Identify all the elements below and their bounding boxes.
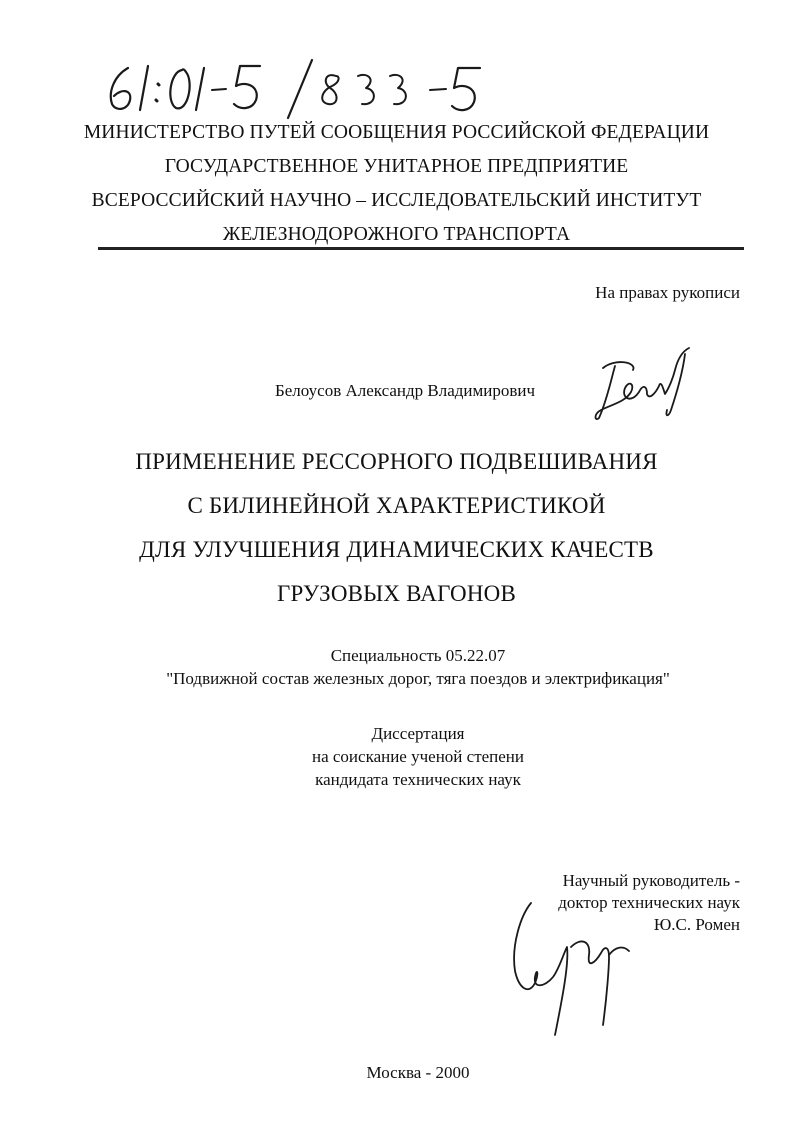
document-type: Диссертация <box>371 724 465 743</box>
author-name: Белоусов Александр Владимирович <box>275 381 536 400</box>
title-line-3: ДЛЯ УЛУЧШЕНИЯ ДИНАМИЧЕСКИХ КАЧЕСТВ <box>139 537 654 562</box>
specialty-name: "Подвижной состав железных дорог, тяга поездов и электрификация" <box>166 669 670 688</box>
enterprise-type: ГОСУДАРСТВЕННОЕ УНИТАРНОЕ ПРЕДПРИЯТИЕ <box>164 156 629 177</box>
institute-name-continued: ЖЕЛЕЗНОДОРОЖНОГО ТРАНСПОРТА <box>222 224 571 245</box>
supervisor-name: Ю.С. Ромен <box>653 915 740 934</box>
header-divider <box>98 247 744 250</box>
manuscript-rights-note: На правах рукописи <box>595 283 740 302</box>
title-line-1: ПРИМЕНЕНИЕ РЕССОРНОГО ПОДВЕШИВАНИЯ <box>135 449 658 474</box>
degree-name: кандидата технических наук <box>315 770 521 789</box>
archive-code-handwriting <box>100 58 580 120</box>
supervisor-degree: доктор технических наук <box>558 893 740 912</box>
title-line-2: С БИЛИНЕЙНОЙ ХАРАКТЕРИСТИКОЙ <box>187 493 606 518</box>
specialty-block <box>0 644 793 690</box>
organization-header <box>0 116 793 252</box>
supervisor-signature <box>505 885 655 1050</box>
specialty-code: Специальность 05.22.07 <box>330 646 506 665</box>
degree-block <box>0 722 793 791</box>
ministry-name: МИНИСТЕРСТВО ПУТЕЙ СООБЩЕНИЯ РОССИЙСКОЙ ФЕДЕРАЦИИ <box>83 122 710 143</box>
institute-name: ВСЕРОССИЙСКИЙ НАУЧНО – ИССЛЕДОВАТЕЛЬСКИЙ ИНСТИТУТ <box>91 190 702 211</box>
place-and-year: Москва - 2000 <box>366 1063 470 1082</box>
supervisor-role: Научный руководитель - <box>562 871 740 890</box>
dissertation-title <box>0 440 793 616</box>
degree-purpose: на соискание ученой степени <box>311 747 525 766</box>
author-signature <box>585 340 705 430</box>
title-line-4: ГРУЗОВЫХ ВАГОНОВ <box>277 581 516 606</box>
